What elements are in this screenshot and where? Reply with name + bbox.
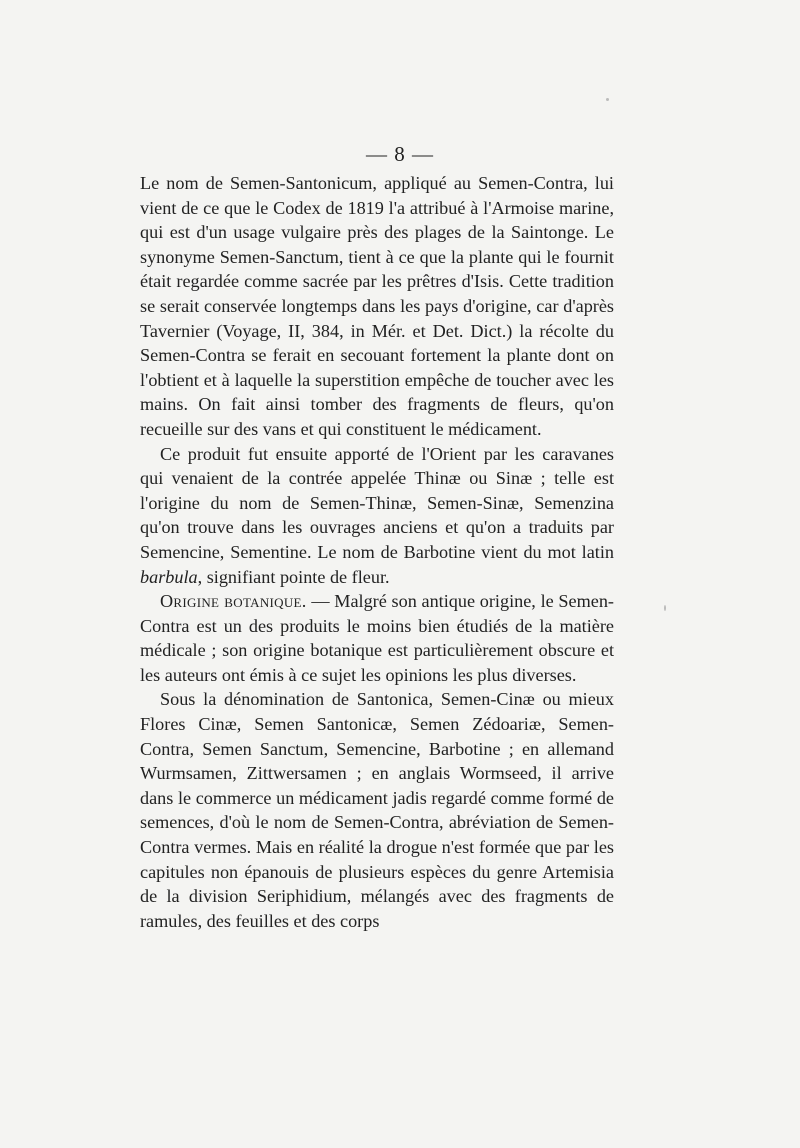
paragraph-semen-santonicum: Le nom de Semen-Santonicum, appliqué au Semen-Contra, lui vient de ce que le Codex de 1819 l'a attribué à l'Armoise marine, qui est d'un usage vulgaire près des plages de la Saintonge. Le synonyme Semen-Sanctum, tient à ce que la plante qui le fournit était regardée comme sacrée par les prêtres d'Isis. Cette tradition se serait conservée longtemps dans les pays d'origine, car d'après Tavernier (Voyage, II, 384, in Mér. et Det. Dict.) la récolte du Semen-Contra se ferait en secouant fortement la plante dont on l'obtient et à laquelle la superstition empêche de toucher avec les mains. On fait ainsi tomber des fragments de fleurs, qu'on recueille sur des vans et qui constituent le médicament. — [140, 173, 614, 439]
paragraph-botanical-origin — [140, 589, 614, 687]
page-number: — 8 — — [366, 142, 434, 166]
paper-speck — [606, 98, 609, 101]
paragraph-text: Ce produit fut ensuite apporté de l'Orient par les caravanes qui venaient de la contrée appelée Thinæ ou Sinæ ; telle est l'origine du nom de Semen-Thinæ, Semen-Sinæ, Semenzina qu'on trouve dans les ouvrages anciens et qu'on a traduits par Semencine, Sementine. Le nom de Barbotine vient du mot latin — [140, 443, 614, 562]
paragraph-text: — Malgré son antique origine, le Semen-Contra est un des produits le moins bien étudiés de la matière médicale ; son origine botanique est particulièrement obscure et les auteurs ont émis à ce sujet les opinions les plus diverses. — [140, 591, 614, 685]
latin-term: barbula — [140, 566, 198, 587]
body-text — [140, 171, 614, 933]
paper-speck — [664, 605, 666, 611]
paragraph-denomination: Sous la dénomination de Santonica, Semen-Cinæ ou mieux Flores Cinæ, Semen Santonicæ, Semen Zédoariæ, Semen-Contra, Semen Sanctum, Semencine, Barbotine ; en allemand Wurmsamen, Zittwersamen ; en anglais Wormseed, il arrive dans le commerce un médicament jadis regardé comme formé de semences, d'où le nom de Semen-Contra, abréviation de Semen-Contra vermes. Mais en réalité la drogue n'est formée que par les capitules non épanouis de plusieurs espèces du genre Artemisia de la division Seriphidium, mélangés avec des fragments de ramules, des feuilles et des corps — [140, 689, 614, 931]
paragraph-text: , signifiant pointe de fleur. — [197, 566, 390, 587]
section-heading: Origine botanique. — [160, 591, 307, 612]
paragraph-origin-of-names — [140, 442, 614, 590]
